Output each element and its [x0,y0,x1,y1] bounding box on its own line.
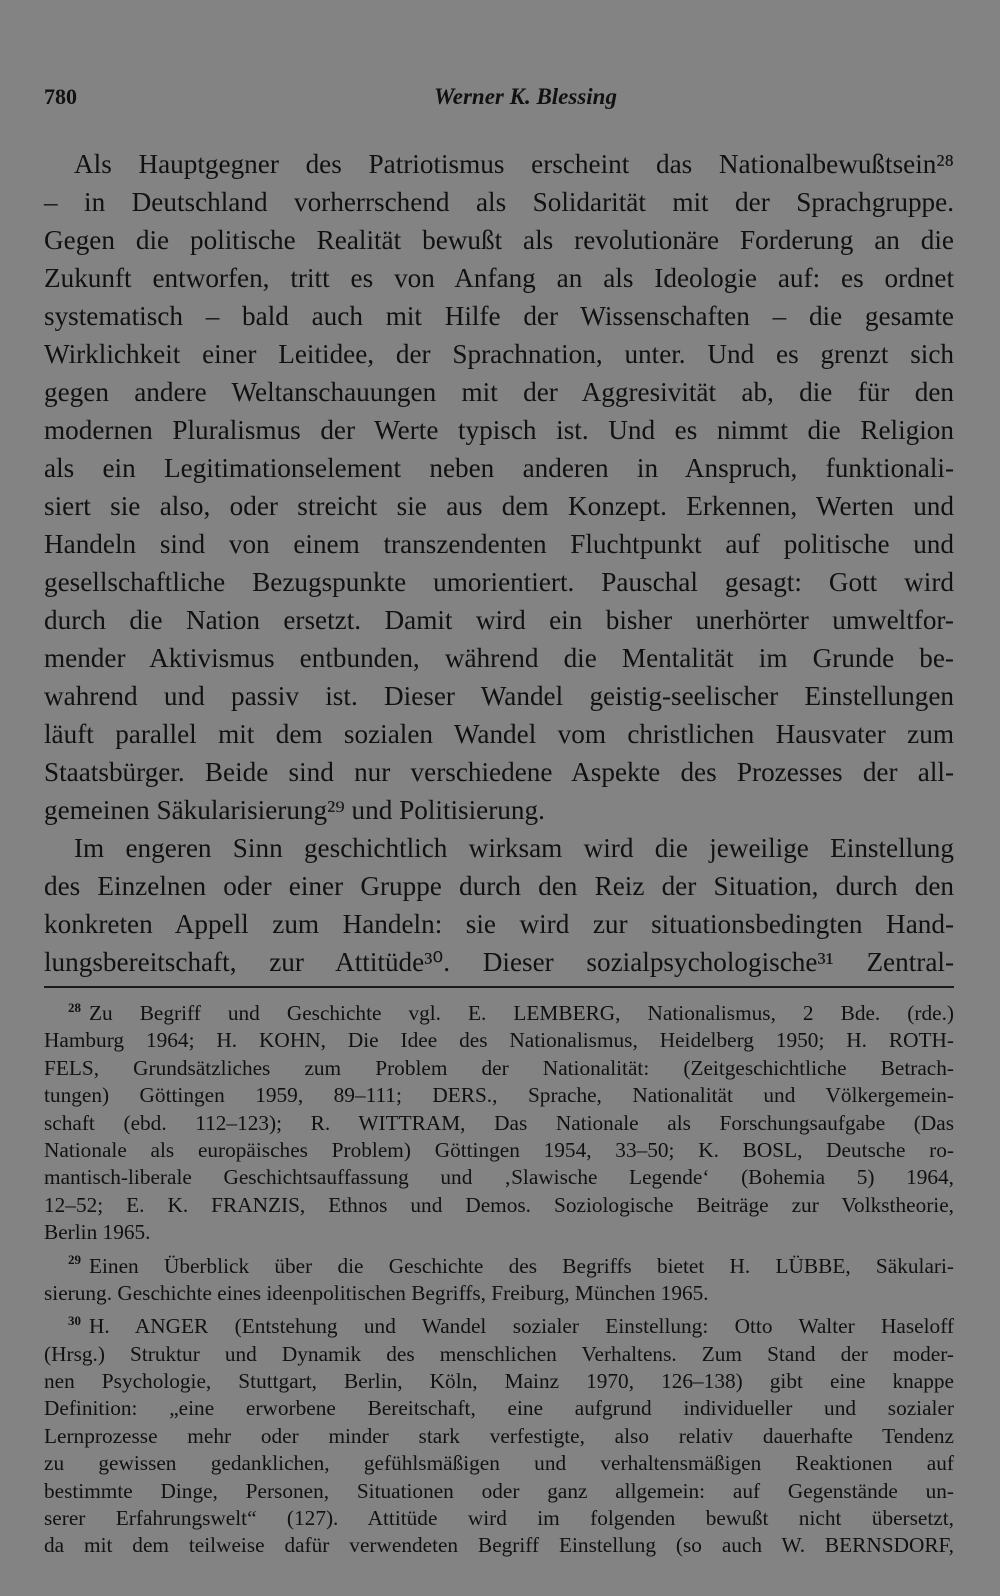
footnote-line [44,1313,954,1340]
footnote-text: Zu Begriff und Geschichte vgl. E. LEMBERG, Nationalismus, 2 Bde. (rde.) [89,1001,954,1025]
main-text-block [44,145,954,981]
footnote-line: Berlin 1965. [44,1220,151,1245]
footnote-line: Lernprozesse mehr oder minder stark verfestigte, also relativ dauerhafte Tendenz [44,1423,954,1448]
footnote-marker: 29 [68,1252,81,1268]
footnote-marker: 30 [68,1313,81,1329]
body-line: als ein Legitimationselement neben anderen in Anspruch, funktionali- [44,453,954,483]
footnote-28 [44,1000,954,1247]
footnote-line [44,1000,954,1027]
body-line: Handeln sind von einem transzendenten Fluchtpunkt auf politische und [44,529,954,559]
body-line: Als Hauptgegner des Patriotismus erscheint das Nationalbewußtsein²⁸ [74,149,954,179]
footnote-text: H. ANGER (Entstehung und Wandel sozialer Einstellung: Otto Walter Haseloff [89,1314,954,1339]
body-line: konkreten Appell zum Handeln: sie wird zur situationsbedingten Hand- [44,909,954,939]
body-line: lungsbereitschaft, zur Attitüde³⁰. Dieser sozialpsychologische³¹ Zentral- [44,947,954,977]
body-line: gegen andere Weltanschauungen mit der Aggresivität ab, die für den [44,377,954,407]
footnote-line: schaft (ebd. 112–123); R. WITTRAM, Das Nationale als Forschungsaufgabe (Das [44,1110,954,1135]
footnote-line: FELS, Grundsätzliches zum Problem der Nationalität: (Zeitgeschichtliche Betrach- [44,1055,954,1080]
footnote-line: (Hrsg.) Struktur und Dynamik des menschlichen Verhaltens. Zum Stand der moder- [44,1341,954,1366]
footnote-line: mantisch-liberale Geschichtsauffassung und ‚Slawische Legende‘ (Bohemia 5) 1964, [44,1165,954,1190]
body-line: – in Deutschland vorherrschend als Solidarität mit der Sprachgruppe. [44,187,954,217]
footnote-line: Definition: „eine erworbene Bereitschaft, eine aufgrund individueller und sozialer [44,1396,954,1421]
footnote-line: da mit dem teilweise dafür verwendeten Begriff Einstellung (so auch W. BERNSDORF, [44,1533,954,1558]
page-number: 780 [44,84,77,109]
footnote-line: Nationale als europäisches Problem) Göttingen 1954, 33–50; K. BOSL, Deutsche ro- [44,1137,954,1162]
body-line: modernen Pluralismus der Werte typisch ist. Und es nimmt die Religion [44,415,954,445]
body-line: des Einzelnen oder einer Gruppe durch den Reiz der Situation, durch den [44,871,954,901]
footnote-line: bestimmte Dinge, Personen, Situationen oder ganz allgemein: auf Gegenstände un- [44,1478,954,1503]
footnote-marker: 28 [68,999,81,1015]
footnote-line: serer Erfahrungswelt“ (127). Attitüde wird im folgenden bewußt nicht übersetzt, [44,1506,954,1531]
footnote-line [44,1253,954,1280]
running-head-author: Werner K. Blessing [434,84,617,109]
body-line: wahrend und passiv ist. Dieser Wandel geistig-seelischer Einstellungen [44,681,954,711]
footnote-30 [44,1313,954,1560]
footnote-line: zu gewissen gedanklichen, gefühlsmäßigen und verhaltensmäßigen Reaktionen auf [44,1451,954,1476]
page-header [44,84,954,118]
body-line: Gegen die politische Realität bewußt als revolutionäre Forderung an die [44,225,954,255]
footnotes-block [44,1000,954,1560]
footnote-line: Hamburg 1964; H. KOHN, Die Idee des Nationalismus, Heidelberg 1950; H. ROTH- [44,1028,954,1053]
footnote-line: nen Psychologie, Stuttgart, Berlin, Köln, Mainz 1970, 126–138) gibt eine knappe [44,1369,954,1394]
footnote-text: Einen Überblick über die Geschichte des Begriffs bietet H. LÜBBE, Säkulari- [89,1253,954,1278]
footnote-line: tungen) Göttingen 1959, 89–111; DERS., Sprache, Nationalität und Völkergemein- [44,1083,954,1108]
body-line: gemeinen Säkularisierung²⁹ und Politisierung. [44,795,545,825]
footnote-line: 12–52; E. K. FRANZIS, Ethnos und Demos. Soziologische Beiträge zur Volkstheorie, [44,1192,954,1217]
body-line: läuft parallel mit dem sozialen Wandel vom christlichen Hausvater zum [44,719,954,749]
body-line: gesellschaftliche Bezugspunkte umorientiert. Pauschal gesagt: Gott wird [44,567,954,597]
body-line: Im engeren Sinn geschichtlich wirksam wird die jeweilige Einstellung [74,833,954,863]
body-line: mender Aktivismus entbunden, während die Mentalität im Grunde be- [44,643,954,673]
footnote-line: sierung. Geschichte eines ideenpolitischen Begriffs, Freiburg, München 1965. [44,1280,709,1305]
body-line: Staatsbürger. Beide sind nur verschiedene Aspekte des Prozesses der all- [44,757,954,787]
body-line: Wirklichkeit einer Leitidee, der Sprachnation, unter. Und es grenzt sich [44,339,954,369]
body-line: Zukunft entworfen, tritt es von Anfang an als Ideologie auf: es ordnet [44,263,954,293]
body-line: siert sie also, oder streicht sie aus dem Konzept. Erkennen, Werten und [44,491,954,521]
footnote-divider [44,986,954,988]
body-line: durch die Nation ersetzt. Damit wird ein bisher unerhörter umweltfor- [44,605,954,635]
footnote-29 [44,1253,954,1308]
body-line: systematisch – bald auch mit Hilfe der Wissenschaften – die gesamte [44,301,954,331]
